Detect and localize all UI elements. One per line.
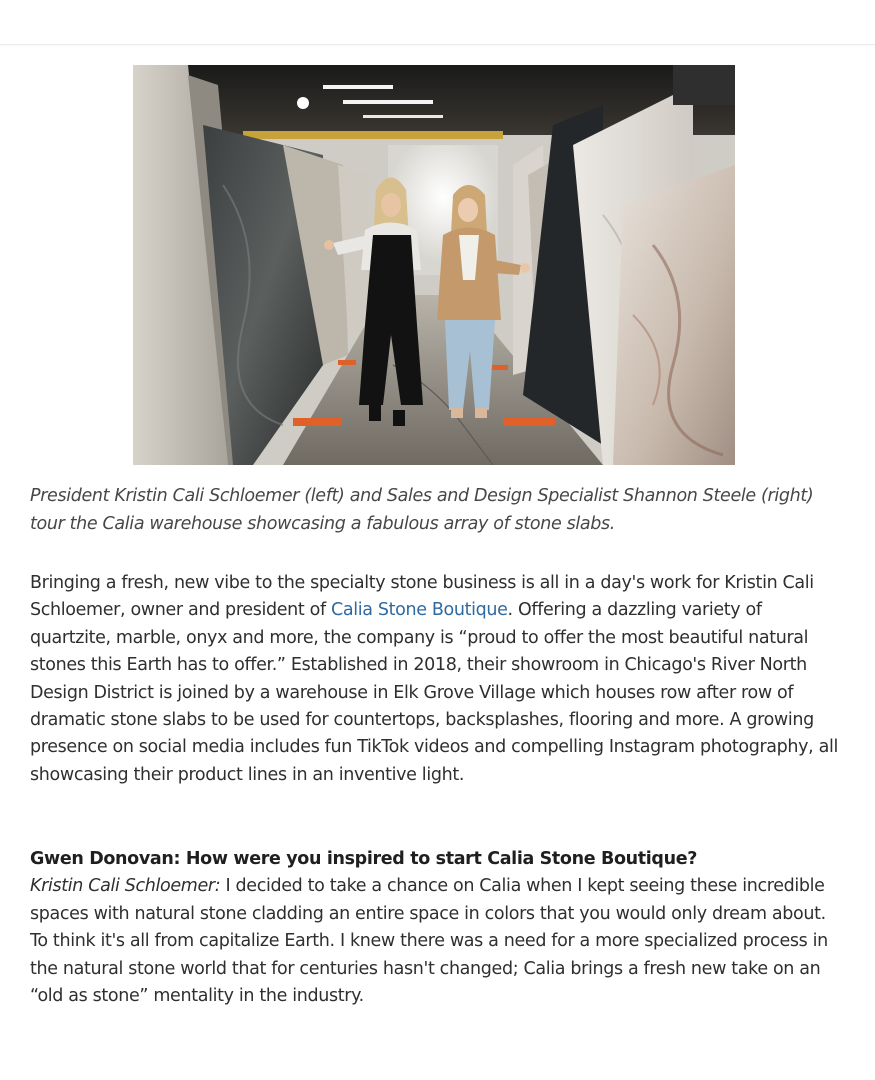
answer-speaker: Kristin Cali Schloemer: xyxy=(30,876,221,897)
intro-paragraph xyxy=(30,570,845,789)
interview-answer xyxy=(30,873,845,1010)
answer-text: I decided to take a chance on Calia when I kept seeing these incredible spaces with natural stone cladding an entire space in colors that you would only dream about. To think it's all from capitalize Earth. I knew there was a need for a more specialized process in the natural stone world that for centuries hasn't changed; Calia brings a fresh new take on an “old as stone” mentality in the industry. xyxy=(30,876,828,1007)
warehouse-photo xyxy=(133,65,735,465)
interview-question: Gwen Donovan: How were you inspired to start Calia Stone Boutique? xyxy=(30,849,698,869)
interview-qa xyxy=(30,846,845,1010)
page-header-bar xyxy=(0,0,875,45)
intro-text-end: . Offering a dazzling variety of quartzite, marble, onyx and more, the company is “proud to offer the most beautiful natural stones this Earth has to offer.” Established in 2018, their showroom in Chicago's River North Design District is joined by a warehouse in Elk Grove Village which houses row after row of dramatic stone slabs to be used for countertops, backsplashes, flooring and more. A growing presence on social media includes fun TikTok videos and compelling Instagram photography, all showcasing their product lines in an inventive light. xyxy=(30,600,838,785)
intro-text-start: Bringing a fresh, new vibe to the specialty stone business is all in a day's work for Kristin Cali Schloemer, owner and president of xyxy=(30,573,814,621)
photo-caption: President Kristin Cali Schloemer (left) and Sales and Design Specialist Shannon Steele (right) tour the Calia warehouse showcasing a fabulous array of stone slabs. xyxy=(30,486,814,534)
calia-stone-boutique-link[interactable]: Calia Stone Boutique xyxy=(331,600,508,621)
